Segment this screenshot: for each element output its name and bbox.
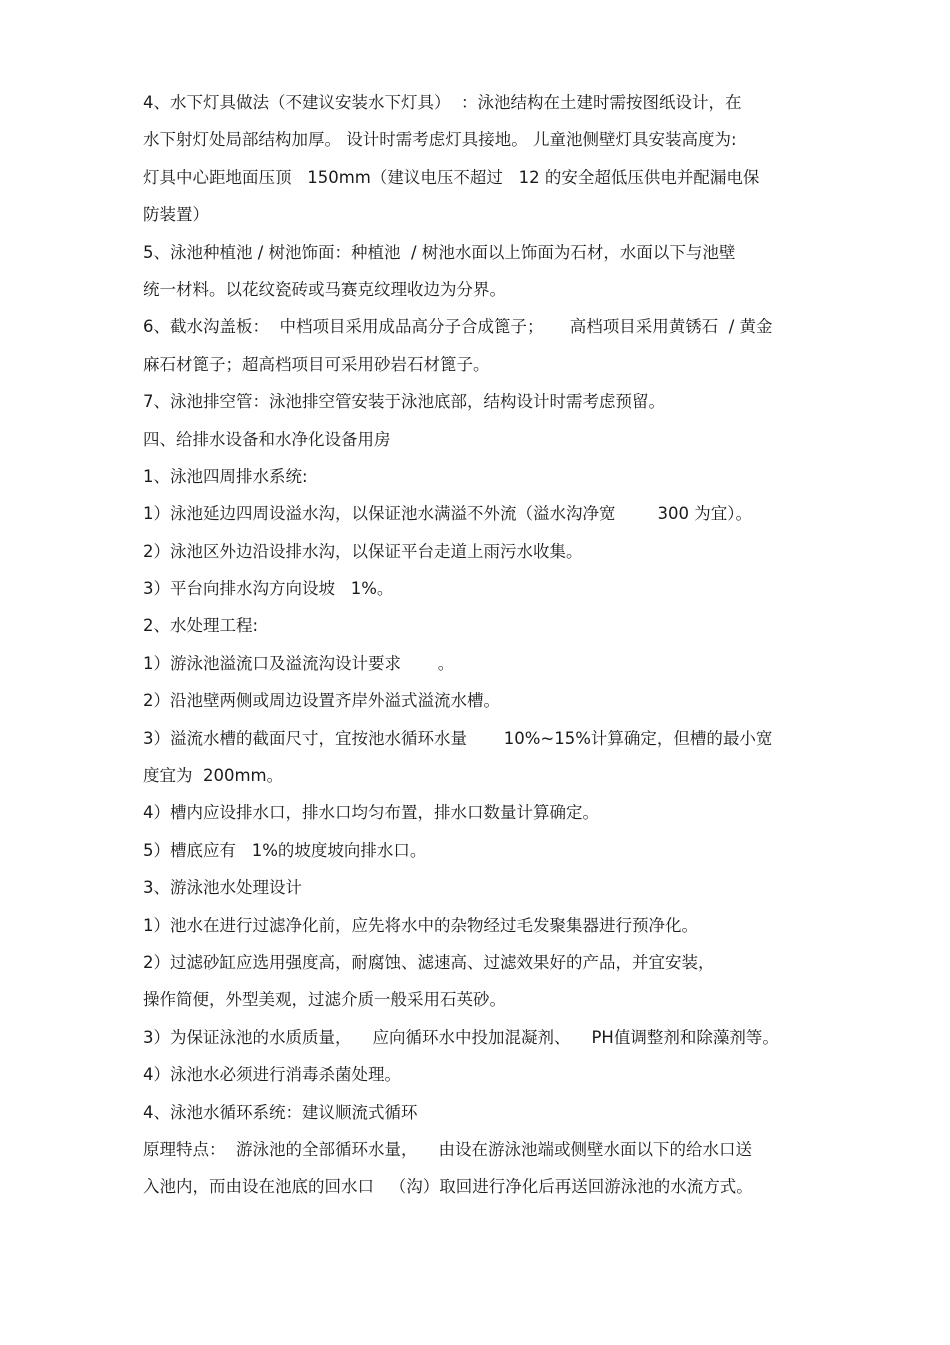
text-line: 防装置） xyxy=(143,205,209,225)
text-line: 3）为保证泳池的水质质量， 应向循环水中投加混凝剂、 PH值调整剂和除藻剂等。 xyxy=(143,1027,779,1047)
text-line: 4、水下灯具做法（不建议安装水下灯具） ：泳池结构在土建时需按图纸设计，在 xyxy=(143,93,742,112)
text-line: 1）游泳池溢流口及溢流沟设计要求 。 xyxy=(143,653,455,673)
text-line: 2、水处理工程: xyxy=(143,616,259,636)
text-line: 度宜为 200mm。 xyxy=(143,766,284,786)
text-line: 7、泳池排空管：泳池排空管安装于泳池底部，结构设计时需考虑预留。 xyxy=(143,392,665,412)
text-line: 5）槽底应有 1%的坡度坡向排水口。 xyxy=(143,840,427,860)
text-line: 麻石材篦子；超高档项目可采用砂岩石材篦子。 xyxy=(143,354,490,374)
text-line: 入池内，而由设在池底的回水口 （沟）取回进行净化后再送回游泳池的水流方式。 xyxy=(143,1177,753,1197)
text-line: 3）溢流水槽的截面尺寸，宜按池水循环水量 10%~15%计算确定，但槽的最小宽 xyxy=(143,728,773,748)
text-line: 3）平台向排水沟方向设坡 1%。 xyxy=(143,579,394,599)
section-heading: 四、给排水设备和水净化设备用房 xyxy=(143,429,391,449)
text-line: 水下射灯处局部结构加厚。 设计时需考虑灯具接地。 儿童池侧壁灯具安装高度为: xyxy=(143,130,737,150)
text-line: 2）泳池区外边沿设排水沟，以保证平台走道上雨污水收集。 xyxy=(143,541,583,561)
text-line: 6、截水沟盖板： 中档项目采用成品高分子合成篦子； 高档项目采用黄锈石 / 黄金 xyxy=(143,317,773,337)
text-line: 操作简便，外型美观，过滤介质一般采用石英砂。 xyxy=(143,990,506,1010)
text-line: 5、泳池种植池 / 树池饰面：种植池 / 树池水面以上饰面为石材，水面以下与池壁 xyxy=(143,242,736,262)
text-line: 2）沿池壁两侧或周边设置齐岸外溢式溢流水槽。 xyxy=(143,691,500,711)
document-body xyxy=(143,84,823,1206)
text-line: 灯具中心距地面压顶 150mm（建议电压不超过 12 的安全超低压供电并配漏电保 xyxy=(143,167,760,187)
text-line: 3、游泳池水处理设计 xyxy=(143,878,302,898)
text-line: 原理特点： 游泳池的全部循环水量， 由设在游泳池端或侧壁水面以下的给水口送 xyxy=(143,1139,752,1159)
text-line: 统一材料。以花纹瓷砖或马赛克纹理收边为分界。 xyxy=(143,279,506,299)
text-line: 4）槽内应设排水口，排水口均匀布置，排水口数量计算确定。 xyxy=(143,803,599,823)
text-line: 1、泳池四周排水系统: xyxy=(143,466,308,486)
text-line: 2）过滤砂缸应选用强度高，耐腐蚀、滤速高、过滤效果好的产品，并宜安装， xyxy=(143,952,715,972)
text-line: 1）池水在进行过滤净化前，应先将水中的杂物经过毛发聚集器进行预净化。 xyxy=(143,915,698,935)
text-line: 4、泳池水循环系统：建议顺流式循环 xyxy=(143,1102,418,1122)
text-line: 4）泳池水必须进行消毒杀菌处理。 xyxy=(143,1065,401,1085)
text-line: 1）泳池延边四周设溢水沟，以保证池水满溢不外流（溢水沟净宽 300 为宜）。 xyxy=(143,504,752,524)
